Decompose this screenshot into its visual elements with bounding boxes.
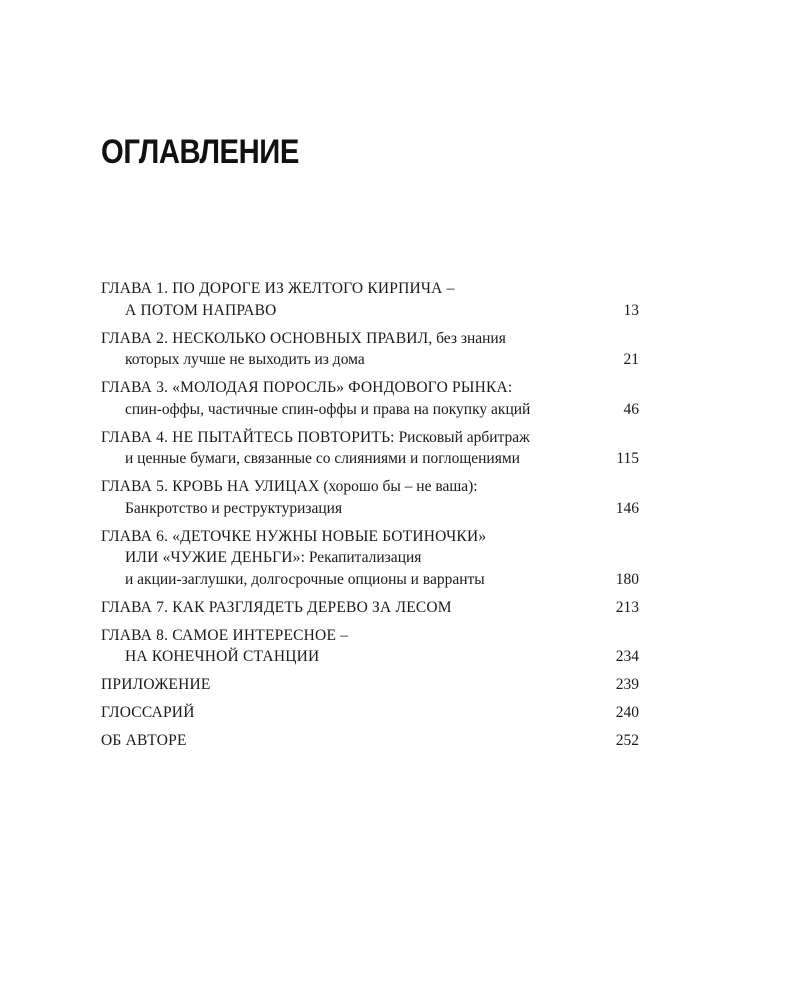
toc-page-number: 46 (623, 400, 639, 418)
toc-page-number: 213 (615, 598, 639, 616)
toc-entry-text (125, 349, 607, 371)
toc-entry-text (125, 646, 607, 668)
table-of-contents (101, 278, 639, 758)
toc-entry-line (101, 278, 639, 300)
toc-chapter-subtitle: которых лучше не выходить из дома (125, 351, 365, 368)
toc-entry (101, 427, 639, 470)
toc-chapter-heading: ГЛАВА 7. КАК РАЗГЛЯДЕТЬ ДЕРЕВО ЗА ЛЕСОМ (101, 598, 452, 616)
toc-entry-text (101, 526, 639, 548)
toc-entry (101, 674, 639, 696)
toc-entry-text (101, 702, 607, 724)
toc-entry (101, 625, 639, 668)
toc-entry-line (101, 646, 639, 668)
toc-entry-line (101, 427, 639, 449)
toc-entry-line (101, 300, 639, 322)
toc-entry-text (101, 625, 639, 647)
toc-entry-text (125, 399, 607, 421)
toc-chapter-heading: ГЛАВА 5. КРОВЬ НА УЛИЦАХ (101, 478, 320, 495)
toc-entry-text (101, 427, 639, 449)
toc-entry-line (101, 448, 639, 470)
toc-entry-text (101, 377, 639, 399)
toc-entry-line (101, 702, 639, 724)
toc-chapter-subtitle: и ценные бумаги, связанные со слияниями и поглощениями (125, 450, 520, 467)
toc-chapter-subtitle: и акции-заглушки, долгосрочные опционы и варранты (125, 570, 485, 588)
toc-chapter-subtitle: Банкротство и реструктуризация (125, 499, 343, 517)
toc-entry (101, 702, 639, 724)
toc-chapter-heading: ГЛАВА 3. «МОЛОДАЯ ПОРОСЛЬ» ФОНДОВОГО РЫНКА: (101, 379, 513, 396)
toc-entry-text (101, 674, 607, 696)
toc-entry-line (101, 526, 639, 548)
page-title: ОГЛАВЛЕНИЕ (101, 133, 299, 171)
toc-entry-text (101, 278, 639, 300)
toc-page-number: 146 (615, 499, 639, 517)
toc-entry-text (101, 476, 639, 498)
toc-page-number: 13 (623, 301, 639, 319)
toc-page-number: 240 (615, 704, 639, 721)
toc-chapter-heading: ОБ АВТОРЕ (101, 732, 187, 749)
toc-entry-line (101, 730, 639, 752)
toc-entry (101, 476, 639, 519)
toc-entry-line (101, 674, 639, 696)
toc-entry-line (101, 377, 639, 399)
toc-chapter-heading: ГЛАВА 1. ПО ДОРОГЕ ИЗ ЖЕЛТОГО КИРПИЧА – (101, 280, 455, 297)
toc-entry-line (101, 328, 639, 350)
toc-chapter-heading: ГЛАВА 2. НЕСКОЛЬКО ОСНОВНЫХ ПРАВИЛ (101, 329, 429, 347)
toc-page-number: 234 (615, 648, 639, 665)
toc-page-number: 239 (615, 676, 639, 693)
toc-entry-line (101, 625, 639, 647)
toc-entry-text (125, 300, 607, 322)
toc-chapter-subtitle: (хорошо бы – не ваша): (319, 478, 478, 495)
toc-entry-text (101, 597, 607, 619)
toc-page-number: 115 (616, 450, 639, 467)
toc-entry-line (101, 547, 639, 569)
toc-entry (101, 730, 639, 752)
toc-entry-text (125, 569, 607, 591)
toc-entry-text (101, 328, 639, 350)
toc-chapter-subtitle: спин-оффы, частичные спин-оффы и права на покупку акций (125, 400, 531, 418)
toc-chapter-subtitle: Рисковый арбитраж (394, 428, 530, 446)
toc-chapter-heading: НА КОНЕЧНОЙ СТАНЦИИ (125, 648, 320, 665)
toc-entry (101, 328, 639, 371)
toc-chapter-heading: ПРИЛОЖЕНИЕ (101, 676, 211, 693)
toc-entry-line (101, 569, 639, 591)
toc-entry-text (125, 498, 607, 520)
toc-chapter-subtitle: : Рекапитализация (300, 549, 422, 566)
toc-entry (101, 278, 639, 321)
toc-entry (101, 526, 639, 591)
toc-entry-text (125, 448, 607, 470)
toc-page-number: 21 (623, 351, 639, 368)
toc-entry-text (125, 547, 639, 569)
toc-chapter-subtitle: , без знания (428, 329, 506, 347)
toc-page-number: 252 (615, 732, 639, 749)
toc-chapter-heading: А ПОТОМ НАПРАВО (125, 301, 277, 319)
toc-chapter-heading: ГЛАВА 4. НЕ ПЫТАЙТЕСЬ ПОВТОРИТЬ: (101, 428, 395, 446)
toc-entry-line (101, 399, 639, 421)
toc-entry-line (101, 597, 639, 619)
toc-page-number: 180 (615, 570, 639, 588)
toc-entry-line (101, 349, 639, 371)
toc-chapter-heading: ИЛИ «ЧУЖИЕ ДЕНЬГИ» (125, 549, 301, 566)
toc-entry (101, 597, 639, 619)
toc-chapter-heading: ГЛОССАРИЙ (101, 704, 195, 721)
toc-chapter-heading: ГЛАВА 8. САМОЕ ИНТЕРЕСНОЕ – (101, 626, 349, 644)
toc-entry-text (101, 730, 607, 752)
toc-entry (101, 377, 639, 420)
toc-chapter-heading: ГЛАВА 6. «ДЕТОЧКЕ НУЖНЫ НОВЫЕ БОТИНОЧКИ» (101, 527, 487, 545)
toc-entry-line (101, 498, 639, 520)
toc-entry-line (101, 476, 639, 498)
